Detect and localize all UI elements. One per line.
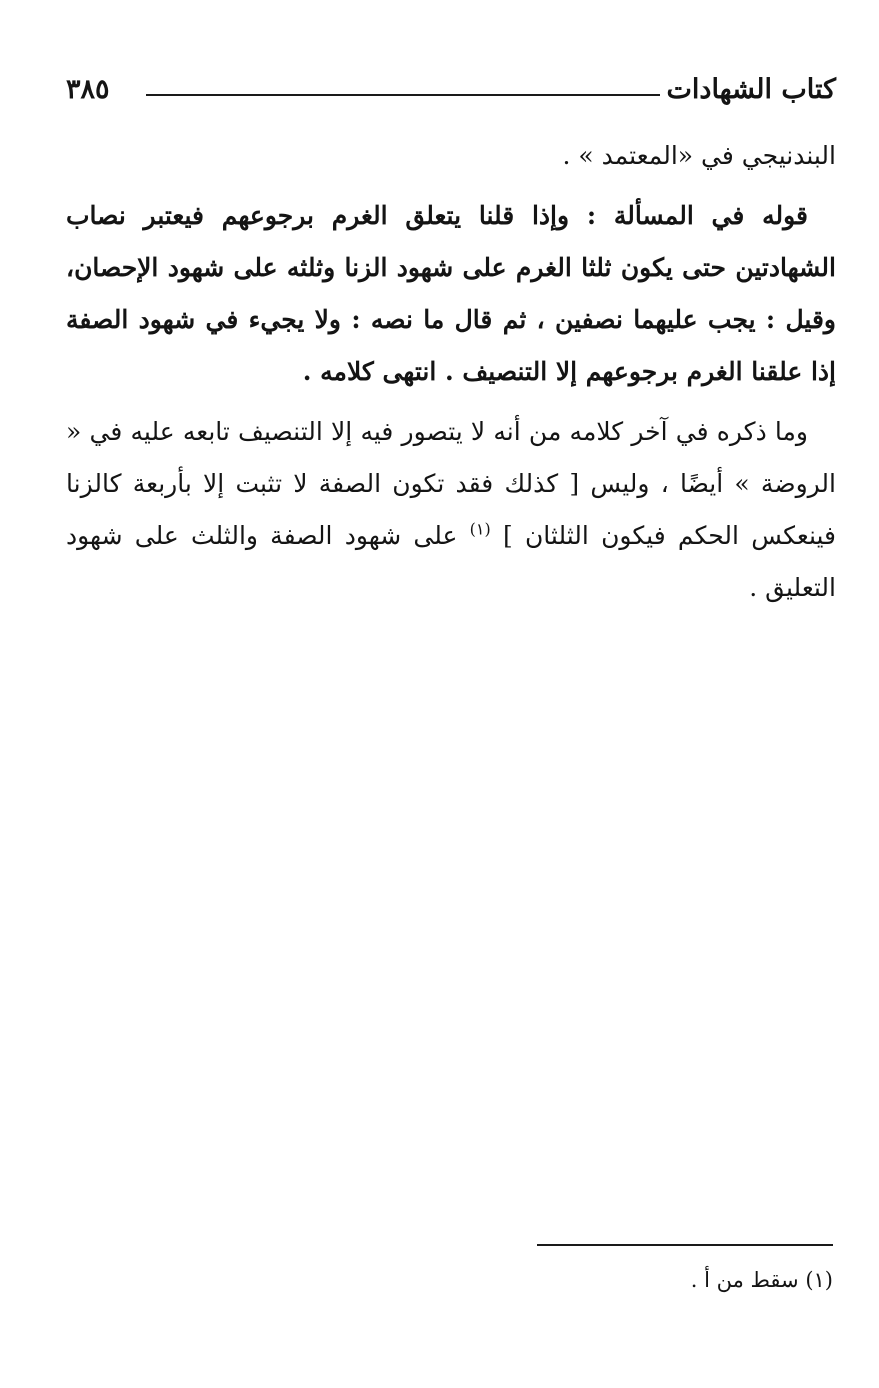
paragraph-commentary — [66, 406, 836, 614]
page-number: ٣٨٥ — [66, 74, 110, 105]
body-text — [66, 130, 836, 622]
header-rule — [146, 94, 660, 96]
footnote-reference: (١) — [469, 519, 491, 539]
commentary-text-part2: على شهود الصفة والثلث على شهود التعليق . — [66, 521, 836, 602]
footnote-rule — [537, 1244, 833, 1246]
paragraph-continuation: البندنيجي في «المعتمد » . — [562, 141, 836, 170]
book-title: كتاب الشهادات — [666, 74, 836, 105]
running-head — [66, 70, 836, 110]
footnote-1: (١) سقط من أ . — [690, 1268, 833, 1292]
commentary-text-part1: وما ذكره في آخر كلامه من أنه لا يتصور فيه إلا التنصيف تابعه عليه في « الروضة » أيضًا ، وليس [ كذلك فقد تكون الصفة لا تثبت إلا بأربعة كالزنا فينعكس الحكم فيكون الثلثان ] — [66, 417, 836, 550]
paragraph-quoted-statement: قوله في المسألة : وإذا قلنا يتعلق الغرم برجوعهم فيعتبر نصاب الشهادتين حتى يكون ثلثا الغرم على شهود الزنا وثلثه على شهود الإحصان، وقيل : يجب عليهما نصفين ، ثم قال ما نصه : ولا يجيء في شهود الصفة إذا علقنا الغرم برجوعهم إلا التنصيف . انتهى كلامه . — [66, 201, 836, 386]
